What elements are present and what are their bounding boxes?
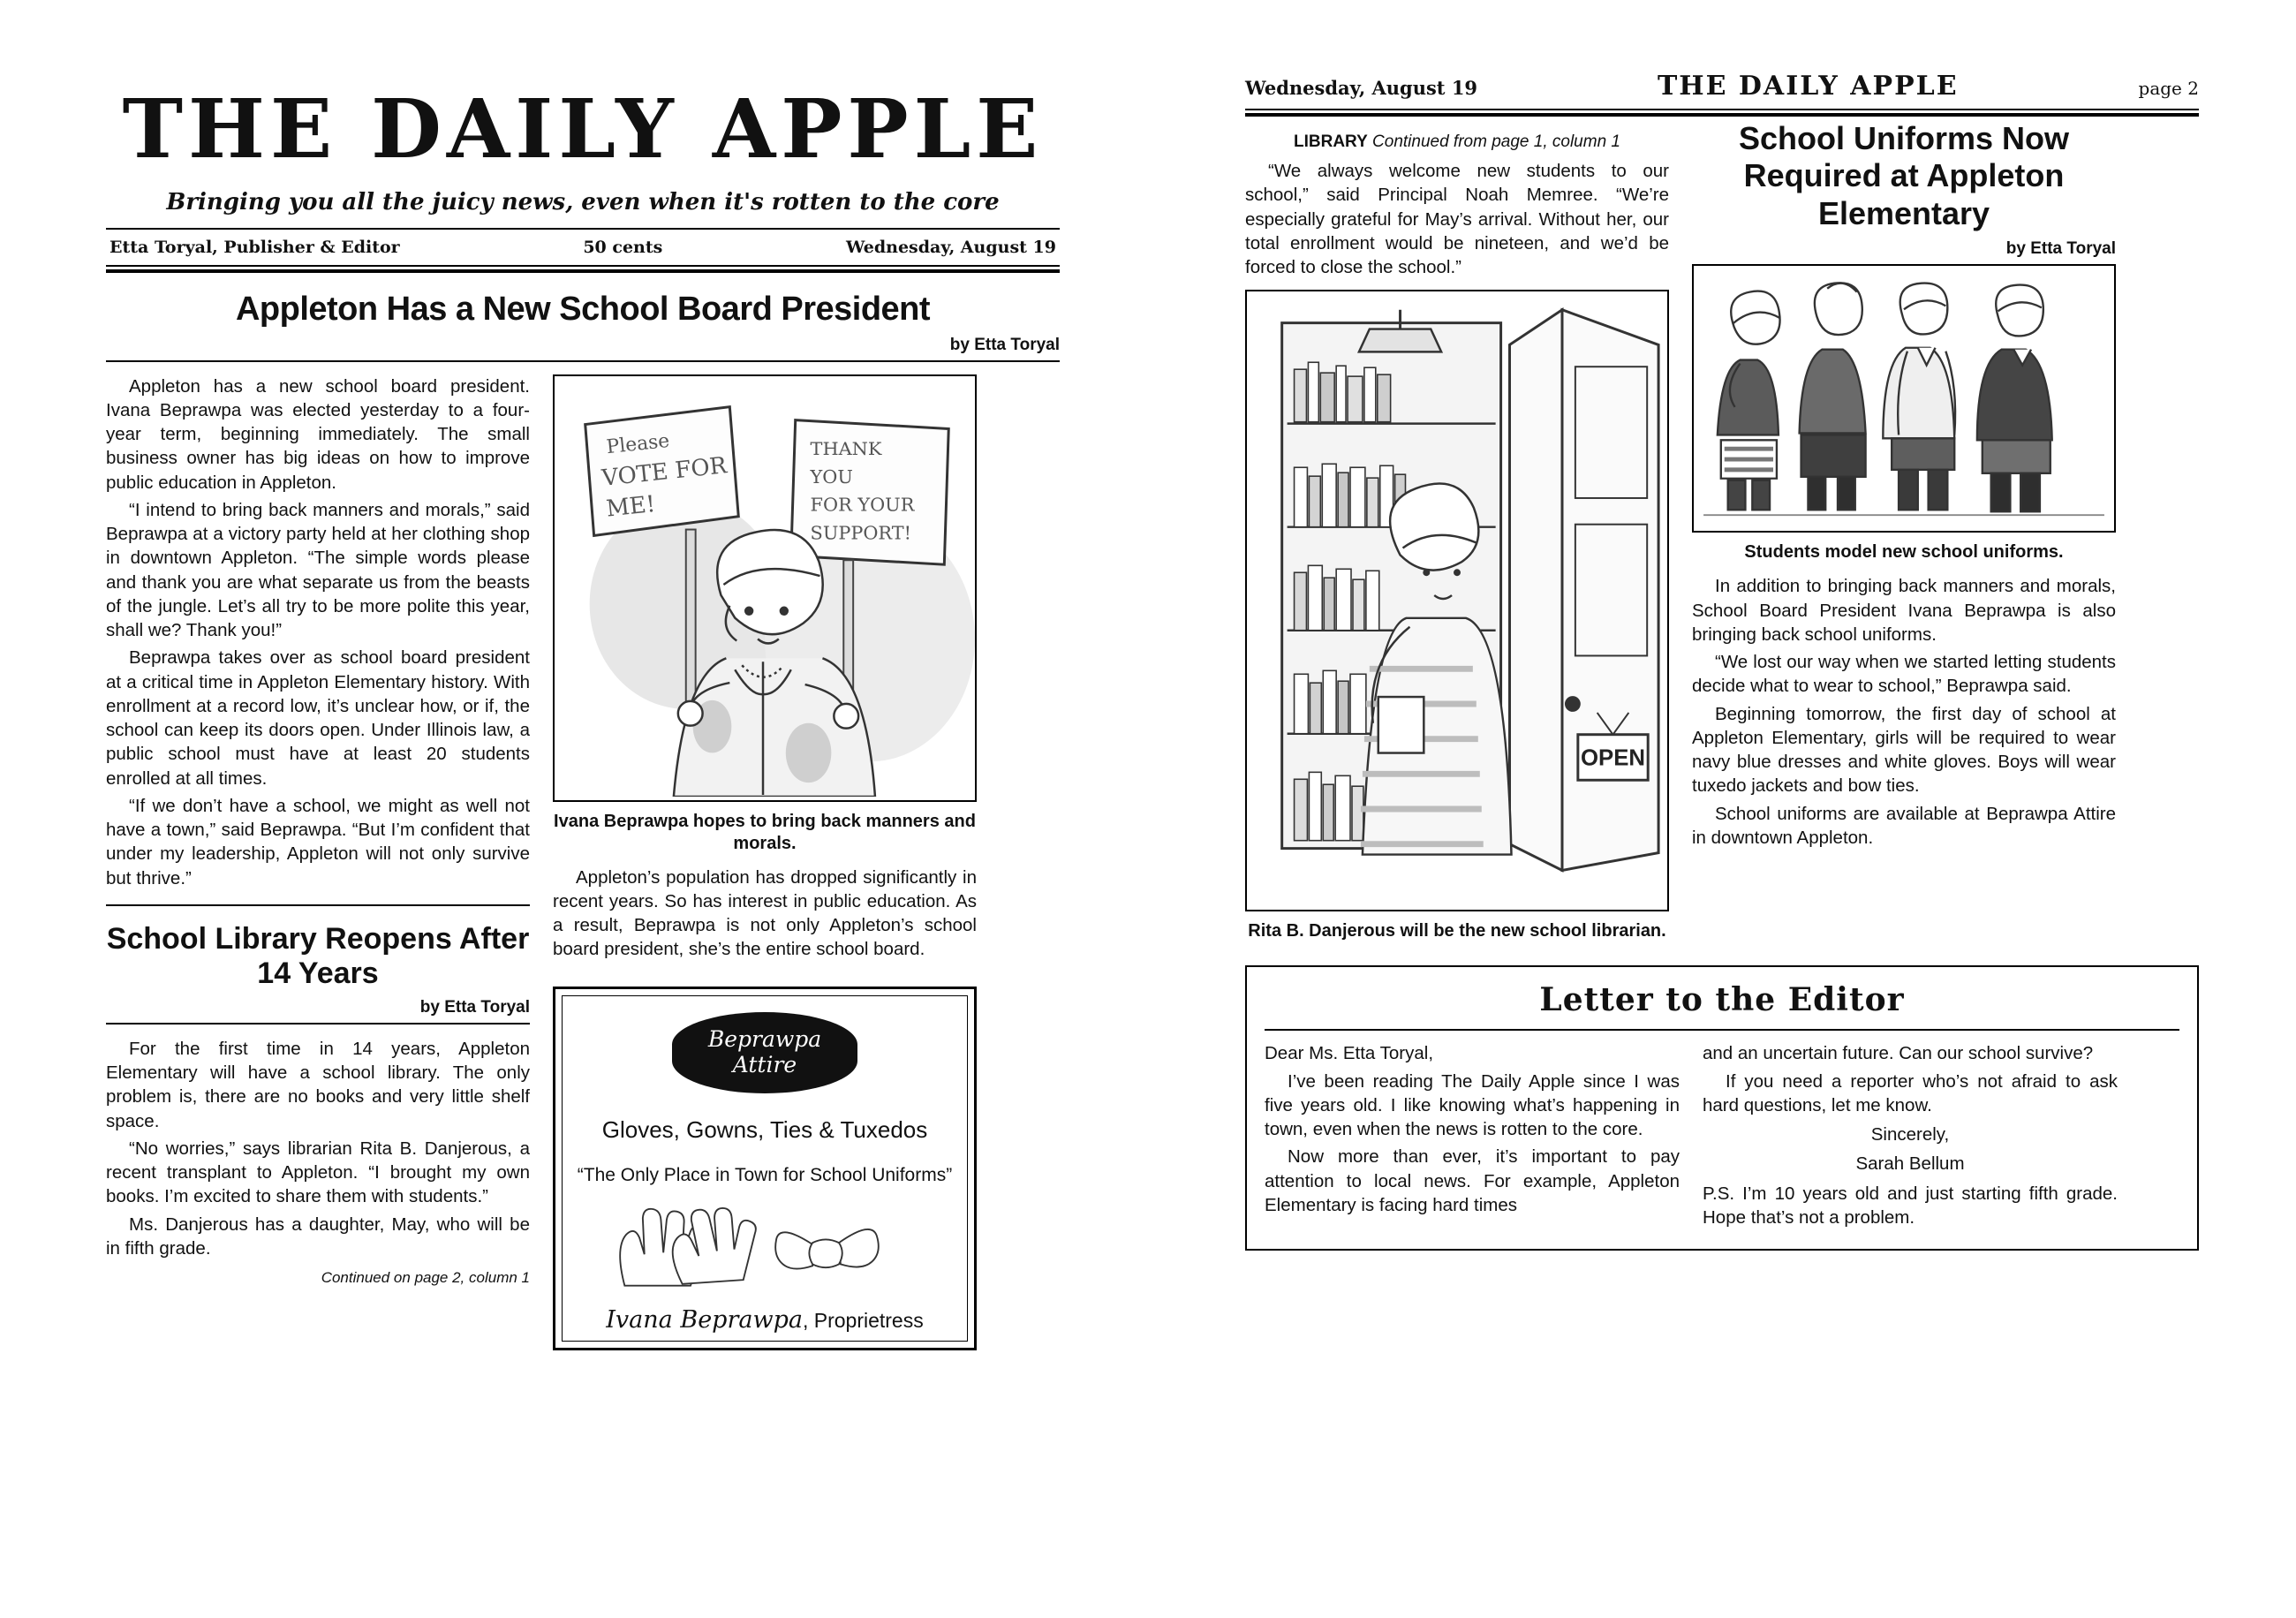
story2-continued: Continued on page 2, column 1 [321,1269,530,1287]
ad-proprietor-title: , Proprietress [802,1308,924,1332]
masthead-rule-2 [106,265,1060,273]
story1-para-2: “I intend to bring back manners and morals,” said Beprawpa at a victory party held at her clothing shop in downtown Appleton. “The simple words please and thank you are what separate us from the beasts of the jungle. Let’s all try to be more polite this year, shall we? Thank you!” [106,499,530,641]
story2-headline: School Library Reopens After 14 Years [106,921,530,990]
letter-to-editor-box [1245,965,2199,1251]
page2-rule [1245,109,2199,117]
story1-illustration [553,374,977,802]
open-sign-text: OPEN [1581,745,1646,771]
letter-column-2 [1703,1041,2118,1233]
students-uniforms-illustration [1694,266,2114,527]
story1-para-right-1: Appleton’s population has dropped significantly in recent years. So has interest in public education. As a result, Beprawpa is not only Appleton’s school board president, she’s the entire school board. [553,866,977,960]
letter-title: Letter to the Editor [1539,981,1905,1019]
letter-salutation: Dear Ms. Etta Toryal, [1265,1043,1434,1064]
svg-text:YOU: YOU [810,465,853,488]
page2-title: THE DAILY APPLE [1657,71,1959,102]
ad-proprietor [570,1306,960,1334]
story2-para-2: “No worries,” says librarian Rita B. Danjerous, a recent transplant to Appleton. “I brought my own books. I’m excited to share them with students.” [106,1138,530,1207]
story2-byline: by Etta Toryal [419,997,530,1017]
letter-para-4: If you need a reporter who’s not afraid to ask hard questions, let me know. [1703,1070,2118,1115]
library-para-1: “We always welcome new students to our school,” said Principal Noah Memree. “We’re especially grateful for May’s arrival. Without her, our total enrollment would be nineteen, and we’d be forced to close the school.” [1245,161,1669,277]
masthead-tagline: Bringing you all the juicy news, even when it's rotten to the core [166,189,1000,215]
story1-rule [106,360,1060,362]
masthead-info [106,230,1060,265]
page2-columns [1245,120,2199,953]
gloves-and-bowtie-icon [588,1195,941,1294]
ad-logo-line-2: Attire [732,1051,797,1077]
story1-para-3: Beprawpa takes over as school board president at a critical time in Appleton Elementary history. With enrollment at a record low, it’s unclear how, or if, the school can keep its doors open. Under Illinois law, a public school must have at least 20 students enrolled at all times. [106,647,530,789]
ad-slogan: “The Only Place in Town for School Uniforms” [577,1164,953,1185]
story1-byline: by Etta Toryal [949,335,1060,354]
library-jump-label: LIBRARY [1294,132,1368,151]
letter-para-2: Now more than ever, it’s important to pay attention to local news. For example, Appleton Elementary is facing hard times [1265,1146,1680,1215]
price-label: 50 cents [583,238,663,257]
uniforms-headline: School Uniforms Now Required at Appleton Elementary [1738,120,2069,231]
letter-sign-name: Sarah Bellum [1855,1153,1965,1175]
page1-column-2 [553,374,977,1350]
letter-column-1 [1265,1041,1680,1233]
library-jumpline [1245,132,1669,152]
letter-rule [1265,1029,2179,1031]
story2-rule [106,1023,530,1024]
page2-header [1245,71,2199,102]
letter-para-3: and an uncertain future. Can our school survive? [1703,1043,2094,1064]
svg-text:THANK: THANK [810,437,882,459]
story1-headline: Appleton Has a New School Board President [235,291,931,328]
svg-text:Please: Please [605,429,671,458]
uniforms-para-4: School uniforms are available at Beprawpa Attire in downtown Appleton. [1692,803,2116,848]
uniforms-byline: by Etta Toryal [2005,239,2116,259]
library-caption: Rita B. Danjerous will be the new school librarian. [1248,921,1666,941]
page-2 [1245,71,2199,1251]
svg-text:SUPPORT!: SUPPORT! [810,521,911,543]
story2-para-1: For the first time in 14 years, Appleton Elementary will have a school library. The only problem is, there are no books and very little shelf space. [106,1038,530,1131]
uniforms-illustration [1692,264,2116,533]
uniforms-para-1: In addition to bringing back manners and morals, School Board President Ivana Beprawpa is also bringing back school uniforms. [1692,576,2116,645]
page-1 [106,71,1060,1350]
story2-para-3: Ms. Danjerous has a daughter, May, who will be in fifth grade. [106,1214,530,1259]
letter-para-1: I’ve been reading The Daily Apple since I was five years old. I like knowing what’s happening in town, even when the news is rotten to the core. [1265,1070,1680,1139]
letter-ps: P.S. I’m 10 years old and just starting fifth grade. Hope that’s not a problem. [1703,1183,2118,1228]
page2-column-1 [1245,120,1669,953]
page2-number: page 2 [2138,78,2199,99]
page2-date: Wednesday, August 19 [1245,77,1478,99]
library-illustration [1245,290,1669,911]
uniforms-caption: Students model new school uniforms. [1744,542,2064,563]
letter-sign-closing: Sincerely, [1870,1124,1950,1145]
publisher-label: Etta Toryal, Publisher & Editor [110,238,400,257]
story1-para-4: “If we don’t have a school, we might as well not have a town,” said Beprawpa. “But I’m confident that under my leadership, Appleton will not only survive but thrive.” [106,795,530,888]
uniforms-para-2: “We lost our way when we started letting students decide what to wear to school,” Beprawpa said. [1692,652,2116,697]
date-label: Wednesday, August 19 [845,238,1056,257]
campaign-signs-illustration [555,376,975,797]
ad-logo [672,1012,857,1093]
svg-text:FOR YOUR: FOR YOUR [810,494,915,516]
page1-columns [106,374,1060,1350]
svg-text:ME!: ME! [605,490,657,523]
uniforms-para-3: Beginning tomorrow, the first day of school at Appleton Elementary, girls will be required to wear navy blue dresses and white gloves. Boys will wear tuxedo jackets and bow ties. [1692,703,2116,797]
advertisement-beprawpa-attire[interactable] [553,987,977,1350]
svg-text:VOTE FOR: VOTE FOR [600,451,729,492]
librarian-bookshelf-illustration [1247,291,1667,906]
story1-para-1: Appleton has a new school board president. Ivana Beprawpa was elected yesterday to a four-year term, beginning immediately. The small business owner has big ideas on how to improve public education in Appleton. [106,375,530,493]
ad-proprietor-name: Ivana Beprawpa [606,1305,803,1334]
ad-logo-line-1: Beprawpa [707,1025,822,1052]
page1-column-1 [106,374,530,1350]
ad-products-line: Gloves, Gowns, Ties & Tuxedos [601,1115,928,1143]
page2-column-2 [1692,120,2116,953]
masthead-title: THE DAILY APPLE [122,81,1044,177]
library-jump-note: Continued from page 1, column 1 [1372,132,1620,151]
letter-columns [1265,1041,2179,1233]
story1-caption: Ivana Beprawpa hopes to bring back manners and morals. [554,811,976,853]
story2-divider [106,904,530,906]
